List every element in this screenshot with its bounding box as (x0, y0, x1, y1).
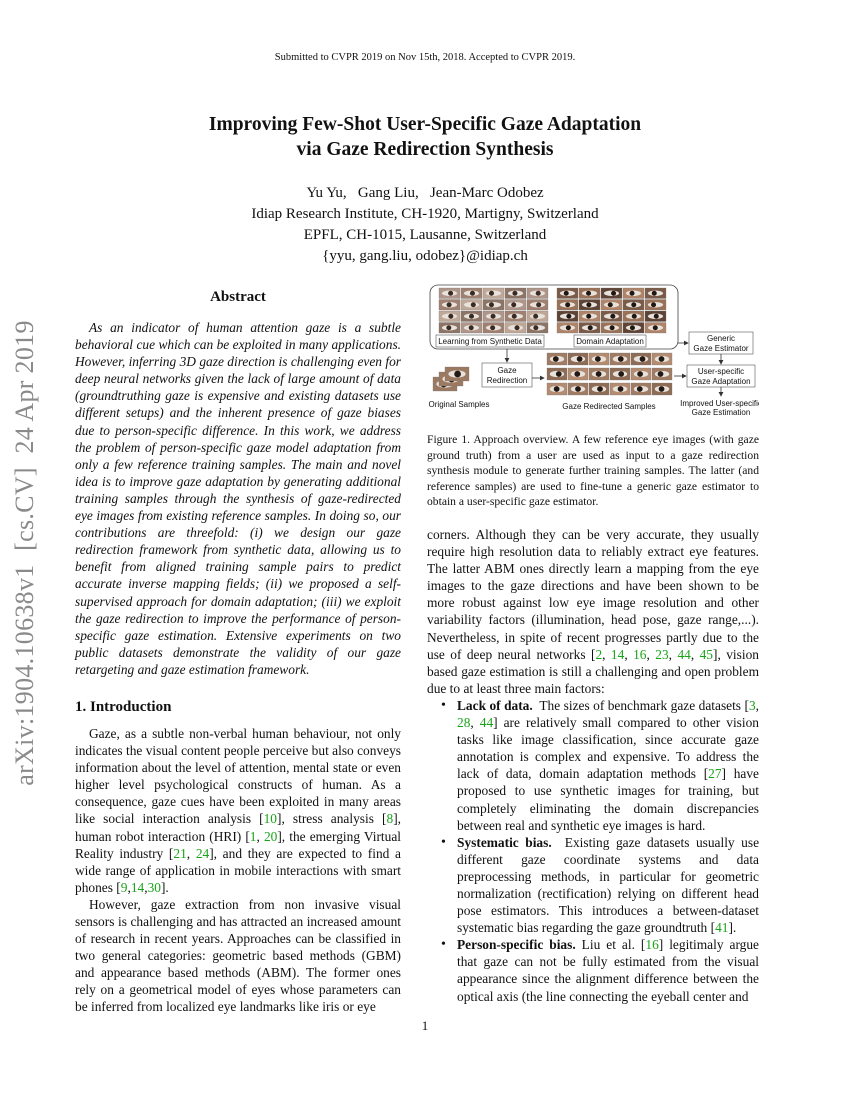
paper-title (100, 112, 750, 162)
citation-link[interactable]: 41 (715, 920, 729, 936)
list-item (427, 936, 759, 1004)
eye-iris (595, 356, 601, 362)
eye-iris (533, 325, 538, 330)
citation-link[interactable]: 2 (595, 646, 603, 662)
eye-iris (637, 386, 643, 392)
generic-label-2: Gaze Estimator (693, 344, 749, 353)
eye-iris (596, 371, 602, 377)
eye-iris (566, 325, 571, 330)
eye-iris (586, 291, 591, 296)
eye-iris (564, 291, 569, 296)
eye-iris (489, 291, 494, 296)
citation-link[interactable]: 44 (677, 646, 691, 662)
text-run: ] have proposed to use synthetic images for training, but completely eliminating the domain discrepancies between real and synthetic eye images is hard. (457, 766, 759, 833)
abstract-heading: Abstract (210, 289, 266, 305)
original-samples-label: Original Samples (428, 400, 490, 409)
eye-iris (611, 291, 616, 296)
approach-overview-diagram (427, 283, 759, 423)
eye-iris (511, 302, 516, 307)
citation-link[interactable]: 16 (633, 646, 647, 662)
eye-iris (470, 291, 475, 296)
eye-iris (597, 386, 603, 392)
eye-iris (565, 302, 570, 307)
original-samples-stack (433, 367, 469, 391)
eye-iris (533, 314, 538, 319)
eye-iris (659, 386, 665, 392)
text-run: The sizes of benchmark gaze datasets [ (532, 697, 749, 713)
citation-link[interactable]: 9 (120, 879, 128, 895)
intro-heading: 1. Introduction (75, 698, 172, 715)
eye-iris (637, 371, 643, 377)
citation-link[interactable]: 16 (645, 937, 659, 953)
citation-link[interactable]: 45 (699, 646, 713, 662)
eye-iris (515, 325, 520, 330)
figure-1 (427, 283, 759, 423)
submission-note: Submitted to CVPR 2019 on Nov 15th, 2018. Accepted to CVPR 2019. (274, 52, 576, 63)
eye-iris (469, 314, 474, 319)
eye-iris (554, 386, 560, 392)
redirected-samples-grid (547, 353, 672, 395)
user-specific-label-1: User-specific (697, 367, 745, 376)
eye-iris (574, 371, 580, 377)
eye-iris (610, 314, 615, 319)
text-run: Gaze, as a subtle non-verbal human behaviour, not only indicates the visual content people perceive but also conveys information about the level of attention, mental state or even higher level psychological constructs of human. As a consequence, gaze cues have been exploited in many areas like social interaction analysis [ (75, 725, 401, 827)
text-run: corners. Although they can be very accurate, they usually require high resolution data to reliably extract eye features. The latter ABM ones directly learn a mapping from the eye images to the gaze directions and have been shown to be more robust against low eye image resolution and other variability factors (illumination, head pose, gaze range,...). Nevertheless, in spite of recent progresses partly due to the use of deep neural networks [ (427, 527, 759, 662)
eye-iris (489, 302, 494, 307)
eye-iris (512, 314, 517, 319)
generic-label-1: Generic (706, 334, 736, 343)
eye-iris (471, 302, 476, 307)
eye-iris (653, 325, 658, 330)
title-line-1: Improving Few-Shot User-Specific Gaze Adaptation (208, 114, 642, 135)
eye-iris (577, 356, 583, 362)
learning-synthetic-label: Learning from Synthetic Data (438, 337, 542, 346)
text-run: ], vision based gaze estimation is still a challenging and open problem due to at least three main factors: (427, 646, 759, 696)
text-run: Existing gaze datasets usually use different gaze coordinate systems and data preprocessing methods, in particular for geometric normalization (rectification) relying on different head pose estimators. This introduces a between-dataset systematic bias regarding the gaze groundtruth [ (457, 834, 763, 936)
challenge-list (427, 697, 763, 1005)
bullet-label: Lack of data. (457, 697, 533, 713)
right-column (427, 526, 763, 1005)
citation-link[interactable]: 20 (263, 828, 278, 844)
text-run: ], stress analysis [ (277, 811, 387, 827)
affiliation-idiap: Idiap Research Institute, CH-1920, Martigny, Switzerland (251, 206, 599, 222)
citation-link[interactable]: 44 (479, 715, 494, 731)
redirected-samples-label: Gaze Redirected Samples (562, 402, 656, 411)
eye-iris (652, 291, 657, 296)
gaze-redirection-label-1: Gaze (497, 366, 517, 375)
intro-paragraph-2: However, gaze extraction from non invasive visual sensors is challenging and has attracted an increased amount of research in recent years. Approaches can be classified in two general categories: geometric based methods (GBM) and appearance based methods (ABM). The former ones rely on a geometrical model of eyes whose parameters can be inferred from localized eye landmarks like iris or eye (75, 896, 401, 1015)
eye-iris (536, 302, 541, 307)
citation-link[interactable]: 23 (655, 646, 669, 662)
left-column (75, 287, 401, 1016)
citation-link[interactable]: 8 (386, 811, 394, 827)
citation-link[interactable]: 10 (263, 811, 277, 827)
eye-iris (588, 325, 593, 330)
eye-iris (556, 371, 562, 377)
intro-paragraph-3: corners. Although they can be very accurate, they usually require high resolution data to reliably extract eye features. The latter ABM ones directly learn a mapping from the eye images to the gaze directions and have been shown to be more robust against low eye image resolution and other variability factors (illumination, head pose, gaze range,...). Nevertheless, in spite of recent progresses partly due to the use of deep neural networks [2, 14, 16, 23, 44, 45], vision based gaze estimation is still a challenging and open problem due to at least three main factors: (427, 527, 759, 696)
eye-iris (490, 325, 495, 330)
author-emails: {yyu, gang.liu, odobez}@idiap.ch (322, 248, 528, 264)
text-run: ] are relatively small compared to other vision tasks like image classification, since accurate gaze annotation is complex and expensive. To address the lack of data, domain adaptation methods [ (457, 715, 759, 782)
list-item (427, 834, 763, 937)
eye-iris (618, 371, 624, 377)
eye-iris (640, 356, 646, 362)
citation-link[interactable]: 14 (610, 646, 625, 662)
citation-link[interactable]: 14 (130, 879, 145, 895)
text-run: ], and they are expected to find a wide range of application in mobile interactions with smart phones [ (75, 845, 401, 895)
citation-link[interactable]: 3 (748, 697, 756, 713)
eye-iris (586, 314, 591, 319)
text-run: ]. (160, 879, 169, 895)
eye-iris (566, 314, 571, 319)
eye-iris (654, 314, 659, 319)
eye-iris (512, 291, 517, 296)
text-run: ] legitimaly argue that gaze can not be fully estimated from the visual appearance since the alignment difference between the optical axis (the line connecting the eyeball center and (457, 937, 759, 1004)
gaze-redirection-label-2: Redirection (486, 376, 528, 385)
list-item: • Lack of data. The sizes of benchmark gaze datasets [3, 28, 44] are relatively small compared to other vision tasks like image classification, since accurate gaze annotation is complex and expensive. To address the lack of data, domain adaptation methods [27] have proposed to use synthetic images for training, but completely eliminating the domain discrepancies between real and synthetic eye images is hard. (427, 697, 759, 834)
user-specific-label-2: Gaze Adaptation (691, 377, 751, 386)
eye-iris (651, 302, 656, 307)
text-run: Liu et al. [ (575, 937, 646, 953)
intro-paragraph-1: Gaze, as a subtle non-verbal human behaviour, not only indicates the visual content people perceive but also conveys information about the level of attention, mental state or even higher level psychological constructs of human. As a consequence, gaze cues have been exploited in many areas like social interaction analysis [10], stress analysis [8], human robot interaction (HRI) [1, 20], the emerging Virtual Reality industry [21, 24], and they are expected to find a wide range of application in mobile interactions with smart phones [9,14,30]. (75, 725, 402, 895)
eye-iris (491, 314, 496, 319)
text-run: ]. (728, 920, 737, 936)
eye-iris (630, 325, 635, 330)
bullet-label: Person-specific bias. (457, 937, 576, 953)
eye-iris (618, 356, 624, 362)
citation-link[interactable]: 1 (249, 828, 257, 844)
eye-iris (610, 325, 615, 330)
real-eye-grid (557, 288, 666, 333)
eye-iris (659, 356, 665, 362)
author-names: Yu Yu, Gang Liu, Jean-Marc Odobez (306, 185, 544, 201)
eye-iris (553, 356, 559, 362)
author-block (100, 183, 750, 267)
eye-iris (632, 314, 637, 319)
eye-iris (469, 325, 474, 330)
text-run: ], human robot interaction (HRI) [ (75, 811, 401, 844)
citation-link[interactable]: 24 (195, 845, 210, 861)
citation-link[interactable]: 27 (708, 766, 722, 782)
affiliation-epfl: EPFL, CH-1015, Lausanne, Switzerland (303, 227, 547, 243)
eye-iris (446, 325, 451, 330)
eye-iris (448, 291, 453, 296)
title-line-2: via Gaze Redirection Synthesis (296, 139, 554, 160)
domain-adaptation-label: Domain Adaptation (576, 337, 644, 346)
citation-link[interactable]: 21 (173, 845, 187, 861)
text-run: ], the emerging Virtual Reality industry [ (75, 828, 402, 861)
arxiv-identifier: arXiv:1904.10638v1 [cs.CV] 24 Apr 2019 (10, 320, 39, 786)
eye-iris (586, 302, 591, 307)
eye-iris (630, 291, 635, 296)
eye-iris (447, 302, 452, 307)
synthetic-eye-grid (439, 288, 548, 333)
eye-iris (658, 371, 664, 377)
eye-iris (631, 302, 636, 307)
improved-label-2: Gaze Estimation (691, 408, 751, 417)
eye-iris (608, 302, 613, 307)
abstract-text: As an indicator of human attention gaze is a subtle behavioral cue which can be exploited in many applications. However, inferring 3D gaze direction is challenging even for deep neural networks given the lack of large amount of data (groundtruthing gaze is expensive and existing datasets use different setups) and the inherent presence of gaze biases due to person-specific difference. In this work, we address the problem of person-specific gaze model adaptation from only a few reference training samples. The main and novel idea is to improve gaze adaptation by generating additional training samples through the synthesis of gaze-redirected eye images from existing reference samples. In doing so, our contributions are threefold: (i) we design our gaze redirection framework from synthetic data, allowing us to benefit from aligned training sample pairs to predict accurate inverse mapping fields; (ii) we proposed a self-supervised approach for domain adaptation; (iii) we exploit the gaze redirection to improve the performance of person-specific gaze estimation. Extensive experiments on two public datasets demonstrate the validity of our gaze retargeting and gaze estimation framework. (75, 320, 401, 677)
improved-label-1: Improved User-specific (680, 399, 759, 408)
citation-link[interactable]: 28 (457, 715, 471, 731)
eye-iris (618, 386, 624, 392)
figure-1-caption: Figure 1. Approach overview. A few reference eye images (with gaze ground truth) from a user are used as input to a gaze redirection synthesis module to generate further training samples. The latter (and reference samples) are used to fine-tune a generic gaze estimator to obtain a user-specific gaze estimator. (427, 433, 759, 508)
eye-iris (454, 371, 461, 378)
eye-iris (448, 314, 453, 319)
eye-iris (536, 291, 541, 296)
citation-link[interactable]: 30 (147, 879, 161, 895)
arxiv-stamp (3, 293, 47, 813)
page-number: 1 (421, 1018, 429, 1033)
eye-iris (575, 386, 581, 392)
bullet-label: Systematic bias. (457, 834, 552, 850)
